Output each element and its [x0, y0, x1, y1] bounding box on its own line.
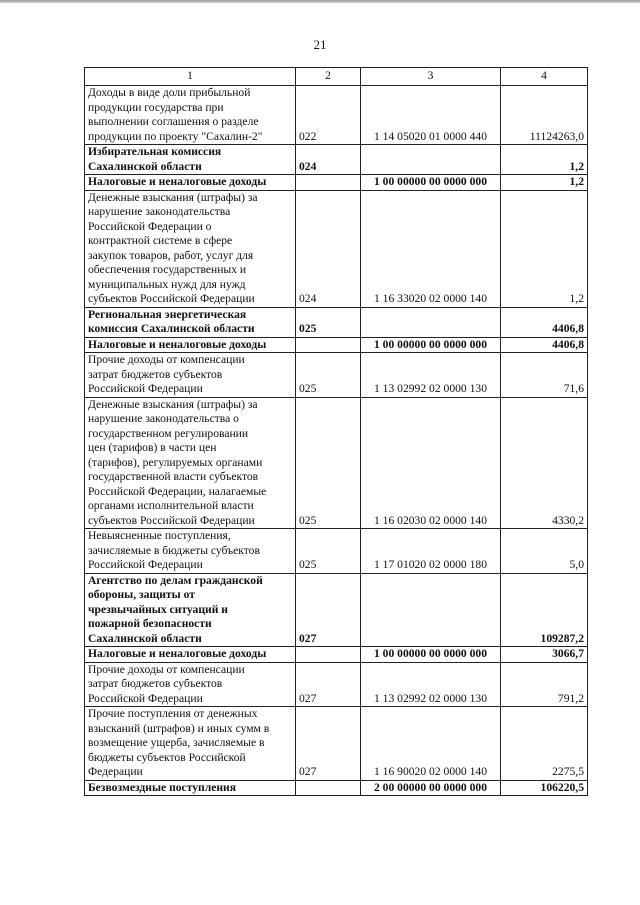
table-row: [85, 353, 588, 398]
page-number: 21: [313, 37, 327, 52]
row-amount-cell: 71,6: [501, 353, 588, 398]
table-row: [85, 647, 588, 663]
table-row: [85, 780, 588, 796]
row-name-cell: Избирательная комиссия Сахалинской области: [85, 145, 296, 175]
row-name-cell: Налоговые и неналоговые доходы: [85, 175, 296, 191]
row-name-cell: Агентство по делам гражданской обороны, защиты от чрезвычайных ситуаций и пожарной безопасности Сахалинской области: [85, 573, 296, 647]
row-amount-cell: 4330,2: [501, 397, 588, 529]
row-code-cell: [296, 647, 361, 663]
budget-revenue-table: [84, 67, 588, 796]
table-row: [85, 707, 588, 781]
row-code-cell: 024: [296, 190, 361, 307]
row-code-cell: [296, 337, 361, 353]
table-row: [85, 337, 588, 353]
row-kbk-cell: 2 00 00000 00 0000 000: [361, 780, 501, 796]
row-amount-cell: 1,2: [501, 175, 588, 191]
row-kbk-cell: 1 00 00000 00 0000 000: [361, 647, 501, 663]
row-name-cell: Прочие доходы от компенсации затрат бюджетов субъектов Российской Федерации: [85, 662, 296, 707]
row-amount-cell: 5,0: [501, 529, 588, 574]
header-col-4: 4: [501, 68, 588, 86]
row-amount-cell: 2275,5: [501, 707, 588, 781]
row-amount-cell: 109287,2: [501, 573, 588, 647]
row-name-cell: Региональная энергетическая комиссия Сахалинской области: [85, 307, 296, 337]
table-body: [85, 86, 588, 796]
row-kbk-cell: 1 16 90020 02 0000 140: [361, 707, 501, 781]
row-name-cell: Доходы в виде доли прибыльной продукции государства при выполнении соглашения о разделе продукции по проекту "Сахалин-2": [85, 86, 296, 145]
row-code-cell: 025: [296, 353, 361, 398]
row-code-cell: 025: [296, 529, 361, 574]
row-kbk-cell: 1 13 02992 02 0000 130: [361, 353, 501, 398]
row-name-cell: Денежные взыскания (штрафы) за нарушение законодательства Российской Федерации о контрактной системе в сфере закупок товаров, работ, услуг для обеспечения государственных и муниципальных нужд для нужд субъектов Российской Федерации: [85, 190, 296, 307]
row-code-cell: 027: [296, 707, 361, 781]
table-row: [85, 190, 588, 307]
row-name-cell: Денежные взыскания (штрафы) за нарушение законодательства о государственном регулировании цен (тарифов) в части цен (тарифов), регулируемых органами государственной власти субъектов Российской Федерации, налагаемые органами исполнительной власти субъектов Российской Федерации: [85, 397, 296, 529]
header-col-1: 1: [85, 68, 296, 86]
row-amount-cell: 791,2: [501, 662, 588, 707]
row-code-cell: 024: [296, 145, 361, 175]
row-name-cell: Безвозмездные поступления: [85, 780, 296, 796]
row-name-cell: Налоговые и неналоговые доходы: [85, 337, 296, 353]
row-amount-cell: 3066,7: [501, 647, 588, 663]
row-code-cell: 022: [296, 86, 361, 145]
header-col-2: 2: [296, 68, 361, 86]
row-name-cell: Невыясненные поступления, зачисляемые в бюджеты субъектов Российской Федерации: [85, 529, 296, 574]
row-amount-cell: 11124263,0: [501, 86, 588, 145]
row-code-cell: 025: [296, 397, 361, 529]
row-kbk-cell: [361, 307, 501, 337]
row-amount-cell: 4406,8: [501, 307, 588, 337]
row-kbk-cell: 1 17 01020 02 0000 180: [361, 529, 501, 574]
table-header-row: [85, 68, 588, 86]
row-name-cell: Налоговые и неналоговые доходы: [85, 647, 296, 663]
row-kbk-cell: [361, 573, 501, 647]
row-amount-cell: 1,2: [501, 145, 588, 175]
row-code-cell: [296, 175, 361, 191]
scan-top-edge: [0, 0, 640, 3]
row-code-cell: 027: [296, 662, 361, 707]
row-code-cell: [296, 780, 361, 796]
row-kbk-cell: 1 16 02030 02 0000 140: [361, 397, 501, 529]
row-kbk-cell: 1 16 33020 02 0000 140: [361, 190, 501, 307]
table-row: [85, 662, 588, 707]
row-amount-cell: 4406,8: [501, 337, 588, 353]
row-amount-cell: 1,2: [501, 190, 588, 307]
table-row: [85, 175, 588, 191]
header-col-3: 3: [361, 68, 501, 86]
row-kbk-cell: 1 14 05020 01 0000 440: [361, 86, 501, 145]
row-amount-cell: 106220,5: [501, 780, 588, 796]
table-row: [85, 397, 588, 529]
row-kbk-cell: 1 00 00000 00 0000 000: [361, 175, 501, 191]
table-row: [85, 145, 588, 175]
row-kbk-cell: 1 00 00000 00 0000 000: [361, 337, 501, 353]
row-code-cell: 025: [296, 307, 361, 337]
table-row: [85, 529, 588, 574]
row-kbk-cell: 1 13 02992 02 0000 130: [361, 662, 501, 707]
row-code-cell: 027: [296, 573, 361, 647]
row-name-cell: Прочие поступления от денежных взысканий (штрафов) и иных сумм в возмещение ущерба, зачисляемые в бюджеты субъектов Российской Федерации: [85, 707, 296, 781]
table-row: [85, 307, 588, 337]
row-name-cell: Прочие доходы от компенсации затрат бюджетов субъектов Российской Федерации: [85, 353, 296, 398]
table-row: [85, 573, 588, 647]
row-kbk-cell: [361, 145, 501, 175]
table-row: [85, 86, 588, 145]
